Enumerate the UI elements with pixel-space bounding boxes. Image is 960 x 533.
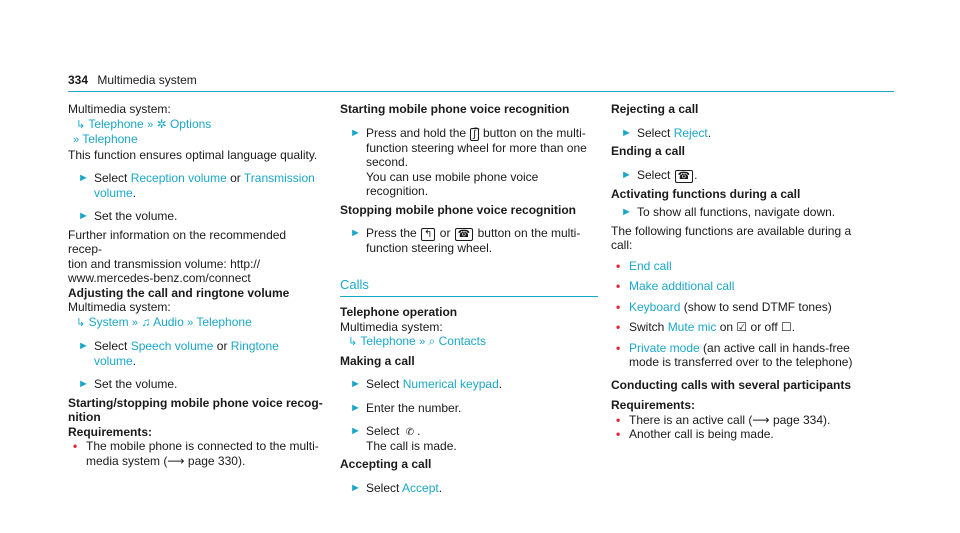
heading: Ending a call — [611, 144, 686, 158]
back-button-icon: ↰ — [421, 228, 435, 241]
step-arrow-icon: ► — [78, 340, 89, 352]
numerical-keypad-link: Numerical keypad — [402, 377, 499, 391]
mute-mic-link: Mute mic — [667, 320, 717, 334]
step-text: button on the multi- — [477, 226, 581, 240]
step-text: or — [216, 339, 228, 353]
step-text: Select — [366, 377, 400, 391]
end-call-link: End call — [629, 258, 672, 273]
step-text: Select — [366, 480, 400, 495]
bullet-text: or off — [750, 320, 778, 334]
checkbox-checked-icon: ☑ — [736, 320, 748, 334]
heading: Making a call — [340, 353, 415, 368]
heading: Telephone operation — [340, 305, 458, 319]
bullet-icon: • — [616, 299, 621, 314]
text-line: Multimedia system: — [68, 300, 171, 314]
audio-note-icon: ♫ — [141, 314, 151, 329]
step-text: function steering wheel. — [366, 241, 493, 255]
instruction-step — [340, 481, 598, 496]
step-text: . — [132, 185, 137, 200]
enter-arrow-icon: ↳ — [348, 336, 358, 348]
heading: Rejecting a call — [611, 102, 699, 116]
bullet-item — [611, 320, 866, 335]
column-2 — [340, 102, 598, 495]
instruction-step — [340, 424, 598, 453]
instruction-step — [340, 401, 598, 416]
bullet-item — [611, 341, 866, 370]
end-call-icon: ☎ — [675, 170, 693, 183]
path-telephone: Telephone — [360, 334, 416, 348]
bullet-text: on — [719, 320, 734, 334]
bullet-text: Switch — [629, 320, 665, 334]
text-line: Further information on the recommended recep- — [68, 227, 287, 256]
heading: Activating functions during a call — [611, 186, 801, 201]
instruction-step — [340, 126, 598, 199]
end-call-button-icon: ☎ — [455, 228, 473, 241]
bullet-item — [611, 279, 866, 294]
step-text: Set the volume. — [94, 377, 178, 391]
step-text: . — [498, 377, 503, 391]
private-mode-link: Private mode — [629, 340, 700, 355]
page-reference: page 330 — [187, 453, 238, 468]
reject-link: Reject — [673, 125, 708, 140]
bullet-text: The mobile phone is connected to the multi- — [86, 439, 319, 453]
accept-link: Accept — [402, 480, 439, 495]
path-audio: Audio — [153, 314, 184, 329]
step-text: The call is made. — [366, 438, 457, 453]
path-options: Options — [169, 116, 212, 131]
requirements-label: Requirements: — [611, 398, 696, 412]
heading: Starting mobile phone voice recognition — [340, 102, 570, 116]
bullet-text: mode is transferred over to the telephone) — [629, 355, 853, 369]
column-3 — [611, 102, 866, 442]
step-text: To show all functions, navigate down. — [637, 205, 836, 219]
bullet-icon: • — [616, 279, 621, 293]
menu-path — [340, 334, 598, 350]
instruction-step — [68, 339, 323, 368]
step-arrow-icon: ► — [621, 168, 632, 181]
column-1 — [68, 102, 323, 468]
bullet-icon: • — [73, 439, 78, 453]
checkbox-empty-icon: ☐ — [781, 320, 792, 334]
bullet-text: (an active call in hands-free — [703, 340, 850, 355]
step-text: Press the — [366, 226, 417, 240]
bullet-item — [68, 439, 323, 468]
step-arrow-icon: ► — [78, 378, 89, 390]
bullet-text: . — [791, 320, 796, 334]
bullet-text: Another call is being made. — [629, 427, 774, 441]
instruction-step — [68, 377, 323, 392]
transmission-volume-link: volume — [94, 185, 133, 200]
heading: Conducting calls with several participants — [611, 377, 852, 392]
options-gear-icon: ✲ — [156, 116, 167, 131]
step-text: button on the multi- — [483, 125, 586, 140]
bullet-text: ). — [823, 412, 831, 427]
transmission-volume-link: Transmission — [243, 171, 315, 185]
make-additional-call-link: Make additional call — [629, 279, 735, 293]
text-line: tion and transmission volume: http:// — [68, 256, 261, 271]
bullet-item — [611, 413, 866, 428]
step-arrow-icon: ► — [350, 378, 361, 390]
double-chevron-icon: » — [419, 336, 426, 348]
step-arrow-icon: ► — [621, 126, 632, 139]
step-text: Select — [94, 339, 128, 353]
heading: Starting/stopping mobile phone voice recog- — [68, 395, 323, 410]
text-line: Multimedia system: — [340, 319, 443, 334]
step-arrow-icon: ► — [78, 172, 89, 184]
header-title: Multimedia system — [97, 73, 197, 87]
search-icon: ⌕ — [428, 334, 436, 348]
page-ref-arrow-icon: ⟶ — [167, 453, 185, 468]
instruction-step — [611, 126, 866, 141]
step-arrow-icon: ► — [621, 206, 632, 218]
step-text: Select — [637, 167, 671, 182]
speech-volume-link: Speech volume — [130, 339, 214, 353]
step-text: or — [439, 226, 451, 240]
instruction-step — [340, 226, 598, 256]
double-chevron-icon: » — [187, 316, 194, 329]
step-text: . — [438, 480, 443, 495]
keyboard-link: Keyboard — [629, 299, 681, 314]
double-chevron-icon: » — [147, 118, 154, 131]
heading: Accepting a call — [340, 457, 432, 471]
step-arrow-icon: ► — [78, 210, 89, 222]
menu-path — [68, 315, 323, 331]
path-contacts: Contacts — [438, 334, 486, 348]
path-telephone-sub: Telephone — [82, 132, 138, 146]
step-text: Set the volume. — [94, 209, 178, 223]
bullet-item — [611, 300, 866, 315]
bullet-icon: • — [616, 258, 621, 273]
step-arrow-icon: ► — [350, 425, 361, 437]
bullet-icon: • — [616, 340, 621, 355]
step-arrow-icon: ► — [350, 401, 361, 414]
bullet-text: (show to send DTMF tones) — [683, 299, 832, 314]
path-system: System — [88, 314, 129, 329]
step-arrow-icon: ► — [350, 481, 361, 494]
heading: Stopping mobile phone voice recognition — [340, 202, 577, 217]
page-number: 334 — [68, 73, 89, 87]
step-text: You can use mobile phone voice recognition. — [366, 169, 539, 198]
bullet-icon: • — [616, 412, 621, 427]
page-reference: page 334 — [772, 412, 823, 427]
step-text: function steering wheel for more than one — [366, 140, 587, 155]
text-line: call: — [611, 238, 633, 252]
step-text: . — [132, 353, 137, 368]
page-ref-arrow-icon: ⟶ — [752, 412, 770, 427]
double-chevron-icon: » — [73, 134, 80, 146]
step-text: Select — [94, 171, 128, 185]
step-text: . — [417, 424, 421, 438]
reception-volume-link: Reception volume — [130, 171, 227, 185]
instruction-step — [68, 171, 323, 200]
text-line: Multimedia system: — [68, 102, 171, 116]
heading: Adjusting the call and ringtone volume — [68, 285, 290, 300]
voice-control-button-icon: ʃ͡ — [470, 128, 478, 141]
step-text: . — [694, 167, 698, 182]
menu-path — [68, 117, 323, 133]
requirements-label: Requirements: — [68, 424, 153, 439]
step-text: . — [707, 125, 712, 140]
section-title-calls: Calls — [340, 278, 598, 298]
phone-call-icon: ✆ — [405, 427, 415, 438]
double-chevron-icon: » — [131, 316, 139, 329]
path-telephone: Telephone — [88, 116, 144, 131]
bullet-item — [611, 259, 866, 274]
bullet-text: media system ( — [86, 453, 168, 468]
instruction-step — [68, 209, 323, 224]
step-arrow-icon: ► — [350, 227, 361, 239]
page-header — [68, 73, 197, 88]
bullet-icon: • — [616, 320, 621, 334]
heading: nition — [68, 410, 101, 424]
step-text: or — [230, 171, 241, 185]
instruction-step — [611, 168, 866, 183]
header-rule — [68, 91, 894, 92]
step-text: Select — [637, 125, 671, 140]
bullet-item — [611, 427, 866, 442]
bullet-text: There is an active call ( — [629, 412, 753, 427]
step-text: Select — [366, 424, 400, 438]
instruction-step — [611, 205, 866, 220]
enter-arrow-icon: ↳ — [76, 316, 86, 329]
bullet-icon: • — [616, 427, 621, 441]
step-text: Press and hold the — [366, 125, 467, 140]
text-line: This function ensures optimal language quality. — [68, 147, 318, 162]
enter-arrow-icon: ↳ — [76, 118, 86, 131]
step-arrow-icon: ► — [350, 126, 361, 139]
path-telephone: Telephone — [196, 314, 252, 329]
step-text: Enter the number. — [366, 400, 462, 415]
bullet-text: ). — [237, 453, 246, 468]
text-line: www.mercedes-benz.com/connect — [68, 271, 251, 285]
menu-path-sub — [68, 132, 323, 148]
instruction-step — [340, 377, 598, 392]
ringtone-volume-link: Ringtone volume — [94, 339, 279, 368]
step-text: second. — [366, 155, 409, 169]
text-line: The following functions are available during a — [611, 223, 852, 238]
